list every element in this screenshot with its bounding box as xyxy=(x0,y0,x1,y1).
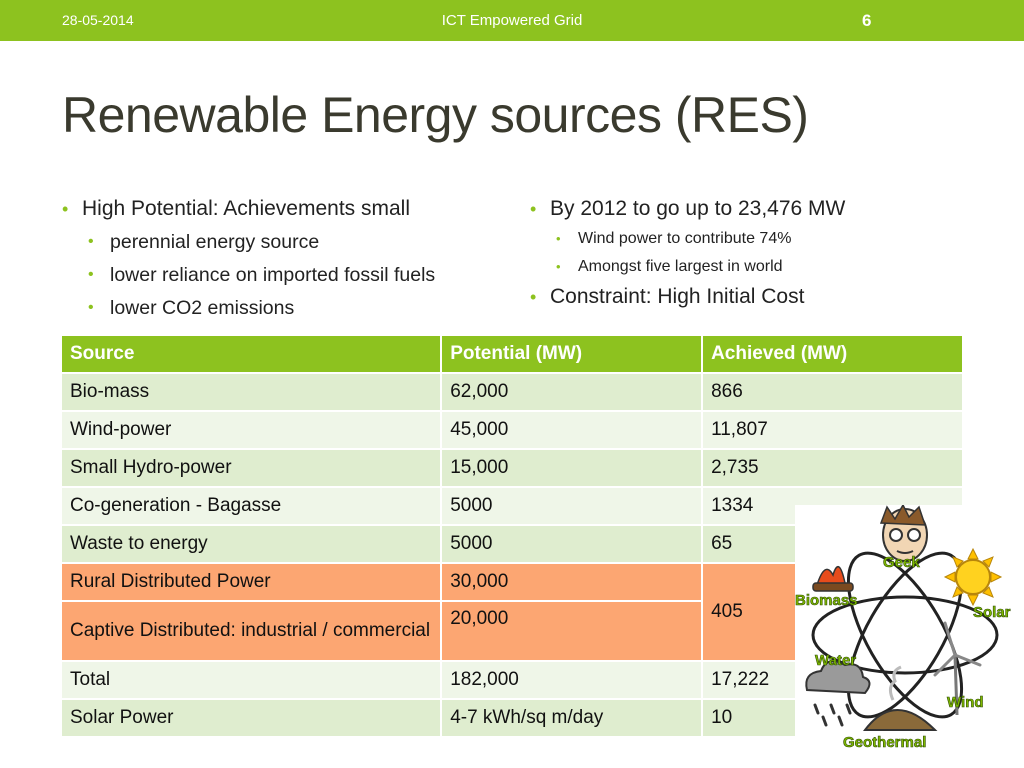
bullet-sub xyxy=(88,229,512,255)
energy-sources-illustration xyxy=(795,505,1024,755)
label-biomass: Biomass xyxy=(795,592,858,609)
table-cell: 1334 xyxy=(702,487,963,525)
table-row xyxy=(62,449,963,487)
table-cell: 11,807 xyxy=(702,411,963,449)
table-header-row xyxy=(62,336,963,373)
table-cell: 866 xyxy=(702,373,963,411)
table-header-cell: Potential (MW) xyxy=(441,336,702,373)
bullet-dot-icon: • xyxy=(556,231,561,246)
bullet-text: High Potential: Achievements small xyxy=(82,197,410,220)
bullet-sub xyxy=(556,228,970,250)
table-cell: 5000 xyxy=(441,487,702,525)
bullet-sub xyxy=(88,262,512,288)
bullet-sub xyxy=(556,256,970,278)
table-row xyxy=(62,411,963,449)
table-cell: Small Hydro-power xyxy=(62,449,441,487)
table-cell: 182,000 xyxy=(441,661,702,699)
bullet-text: perennial energy source xyxy=(110,231,320,253)
bullet-dot-icon: • xyxy=(530,199,537,219)
label-geothermal: Geothermal xyxy=(843,734,927,751)
bullet-dot-icon: • xyxy=(556,259,561,274)
bullet-main xyxy=(530,284,970,310)
table-cell: 45,000 xyxy=(441,411,702,449)
table-cell: 20,000 xyxy=(441,601,702,661)
bullet-text: Wind power to contribute 74% xyxy=(578,230,792,247)
bullet-dot-icon: • xyxy=(530,287,537,307)
table-cell: 4-7 kWh/sq m/day xyxy=(441,699,702,737)
sun-icon xyxy=(945,549,1001,605)
table-cell: 2,735 xyxy=(702,449,963,487)
label-geek: Geek xyxy=(883,554,920,571)
header-bar xyxy=(0,0,1024,41)
right-bullet-column xyxy=(530,196,970,316)
table-cell: 30,000 xyxy=(441,563,702,601)
table-cell: 15,000 xyxy=(441,449,702,487)
bullet-text: lower reliance on imported fossil fuels xyxy=(110,264,436,286)
table-cell: Rural Distributed Power xyxy=(62,563,441,601)
bullet-dot-icon: • xyxy=(62,199,69,219)
bullet-dot-icon: • xyxy=(88,266,94,283)
table-header-cell: Source xyxy=(62,336,441,373)
left-bullet-column xyxy=(62,196,512,328)
table-cell: Captive Distributed: industrial / commercial xyxy=(62,601,441,661)
bullet-text: Constraint: High Initial Cost xyxy=(550,285,805,308)
table-cell: Bio-mass xyxy=(62,373,441,411)
table-cell: Total xyxy=(62,661,441,699)
table-cell: 5000 xyxy=(441,525,702,563)
table-header-cell: Achieved (MW) xyxy=(702,336,963,373)
table-cell: 10 xyxy=(702,699,963,737)
label-solar: Solar xyxy=(973,604,1011,621)
slide-footer-title: ICT Empowered Grid xyxy=(441,12,583,29)
slide-title: Renewable Energy sources (RES) xyxy=(62,87,809,143)
label-wind: Wind xyxy=(947,694,984,711)
bullet-text: Amongst five largest in world xyxy=(578,258,783,275)
label-water: Water xyxy=(815,652,857,669)
table-cell: Co-generation - Bagasse xyxy=(62,487,441,525)
table-cell-merged: 405 xyxy=(702,563,963,661)
slide-date: 28-05-2014 xyxy=(62,12,134,28)
table-cell: Waste to energy xyxy=(62,525,441,563)
bullet-main xyxy=(530,196,970,222)
bullet-text: By 2012 to go up to 23,476 MW xyxy=(550,197,846,220)
table-cell: 17,222 xyxy=(702,661,963,699)
bullet-dot-icon: • xyxy=(88,299,94,316)
table-cell: Wind-power xyxy=(62,411,441,449)
energy-illustration-svg xyxy=(795,505,1024,755)
bullet-dot-icon: • xyxy=(88,233,94,250)
page-number: 6 xyxy=(862,11,872,30)
geek-icon xyxy=(881,505,927,561)
table-cell: Solar Power xyxy=(62,699,441,737)
table-cell: 65 xyxy=(702,525,963,563)
table-cell: 62,000 xyxy=(441,373,702,411)
bullet-text: lower CO2 emissions xyxy=(110,297,295,319)
table-row xyxy=(62,373,963,411)
bullet-main xyxy=(62,196,512,222)
bullet-sub xyxy=(88,295,512,321)
